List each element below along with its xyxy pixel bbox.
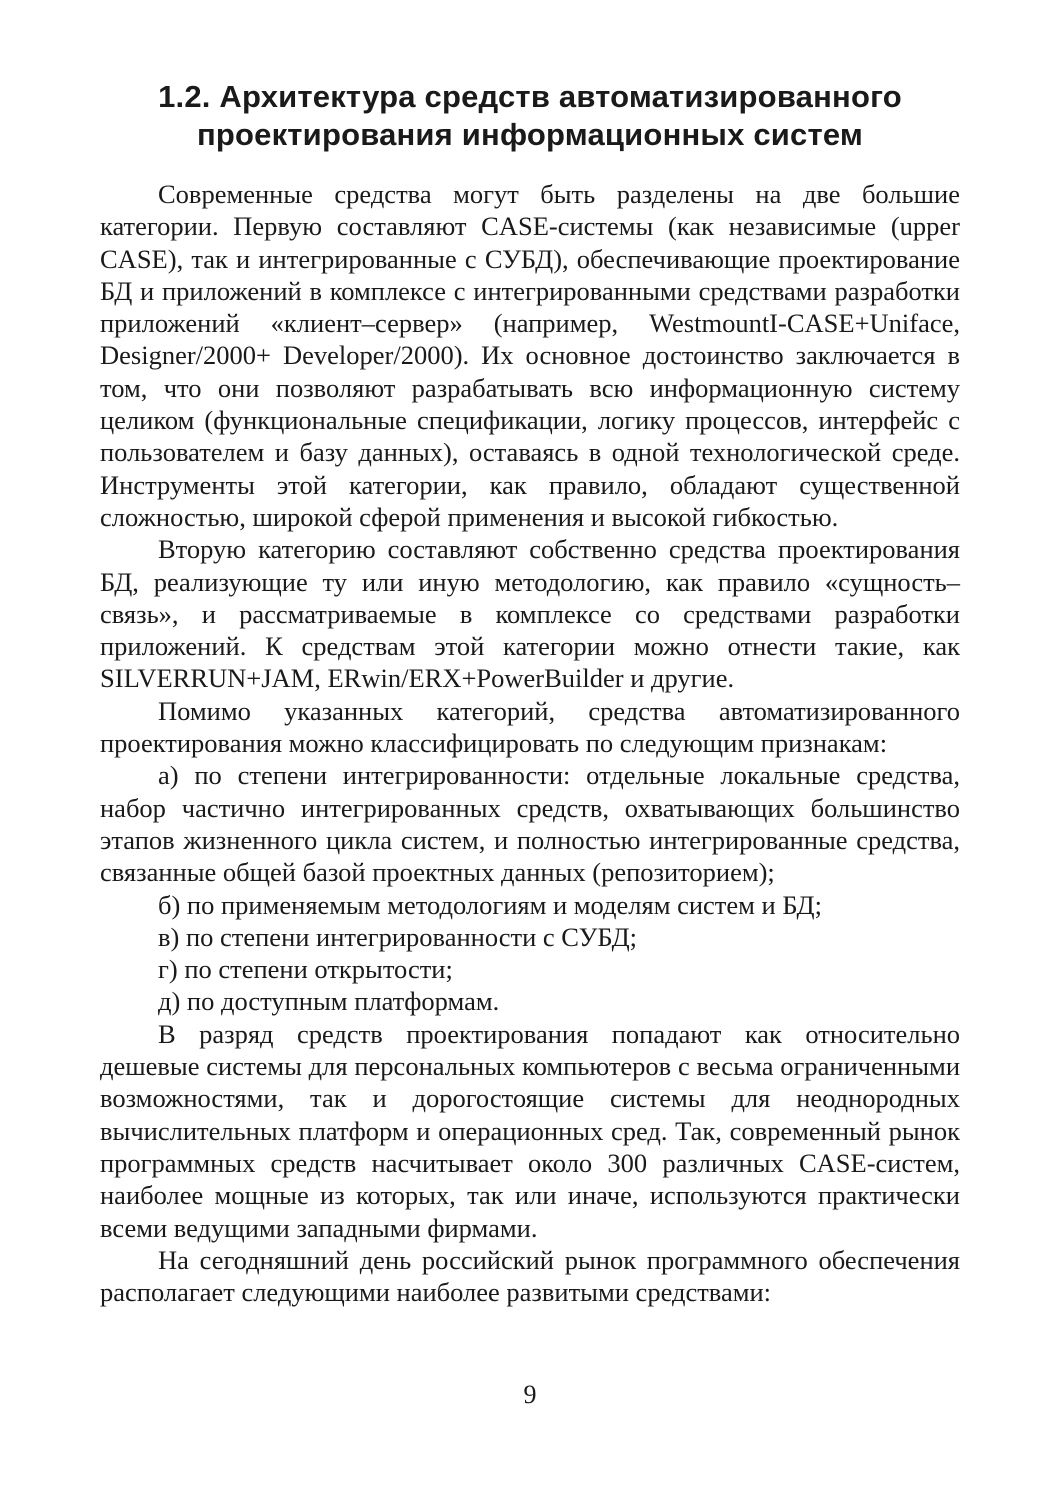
- paragraph-classification-intro: Помимо указанных категорий, средства автоматизированного проектирования можно классифицировать по следующим признакам:: [100, 695, 960, 759]
- paragraph-russian-market: На сегодняшний день российский рынок программного обеспечения располагает следующими наиболее развитыми средствами:: [100, 1244, 960, 1308]
- list-item-a: а) по степени интегрированности: отдельные локальные средства, набор частично интегрированных средств, охватывающих большинство этапов жизненного цикла систем, и полностью интегрированные средства, связанные общей базой проектных данных (репозиторием);: [100, 760, 960, 888]
- section-heading-line-1: 1.2. Архитектура средств автоматизированного: [158, 79, 902, 114]
- list-item-b: б) по применяемым методологиям и моделям систем и БД;: [158, 889, 822, 920]
- list-item-v: в) по степени интегрированности с СУБД;: [158, 921, 638, 952]
- section-heading: [100, 78, 960, 154]
- paragraph-second-category: Вторую категорию составляют собственно средства проектирования БД, реализующие ту или иную методологию, как правило «сущность–связь», и рассматриваемые в комплексе со средствами разработки приложений. К средствам этой категории можно отнести такие, как SILVERRUN+JAM, ERwin/ERX+PowerBuilder и другие.: [100, 534, 960, 694]
- page-number: 9: [523, 1380, 537, 1409]
- paragraph-categories-intro: Современные средства могут быть разделены на две большие категории. Первую составляют CASE-системы (как независимые (upper CASE), так и интегрированные с СУБД), обеспечивающие проектирование БД и приложений в комплексе с интегрированными средствами разработки приложений «клиент–сервер» (например, WestmountI-CASE+Uniface, Designer/2000+ Developer/2000). Их основное достоинство заключается в том, что они позволяют разрабатывать всю информационную систему целиком (функциональные спецификации, логику процессов, интерфейс с пользователем и базу данных), оставаясь в одной технологической среде. Инструменты этой категории, как правило, обладают существенной сложностью, широкой сферой применения и высокой гибкостью.: [100, 179, 960, 532]
- document-page: [100, 78, 960, 1458]
- body-text: [100, 178, 960, 1308]
- section-heading-line-2: проектирования информационных систем: [196, 117, 864, 152]
- paragraph-market-overview: В разряд средств проектирования попадают как относительно дешевые системы для персональных компьютеров с весьма ограниченными возможностями, так и дорогостоящие системы для неоднородных вычислительных платформ и операционных сред. Так, современный рынок программных средств насчитывает около 300 различных CASE-систем, наиболее мощные из которых, так или иначе, используются практически всеми ведущими западными фирмами.: [100, 1018, 960, 1243]
- list-item-g: г) по степени открытости;: [158, 954, 453, 985]
- list-item-d: д) по доступным платформам.: [158, 986, 500, 1017]
